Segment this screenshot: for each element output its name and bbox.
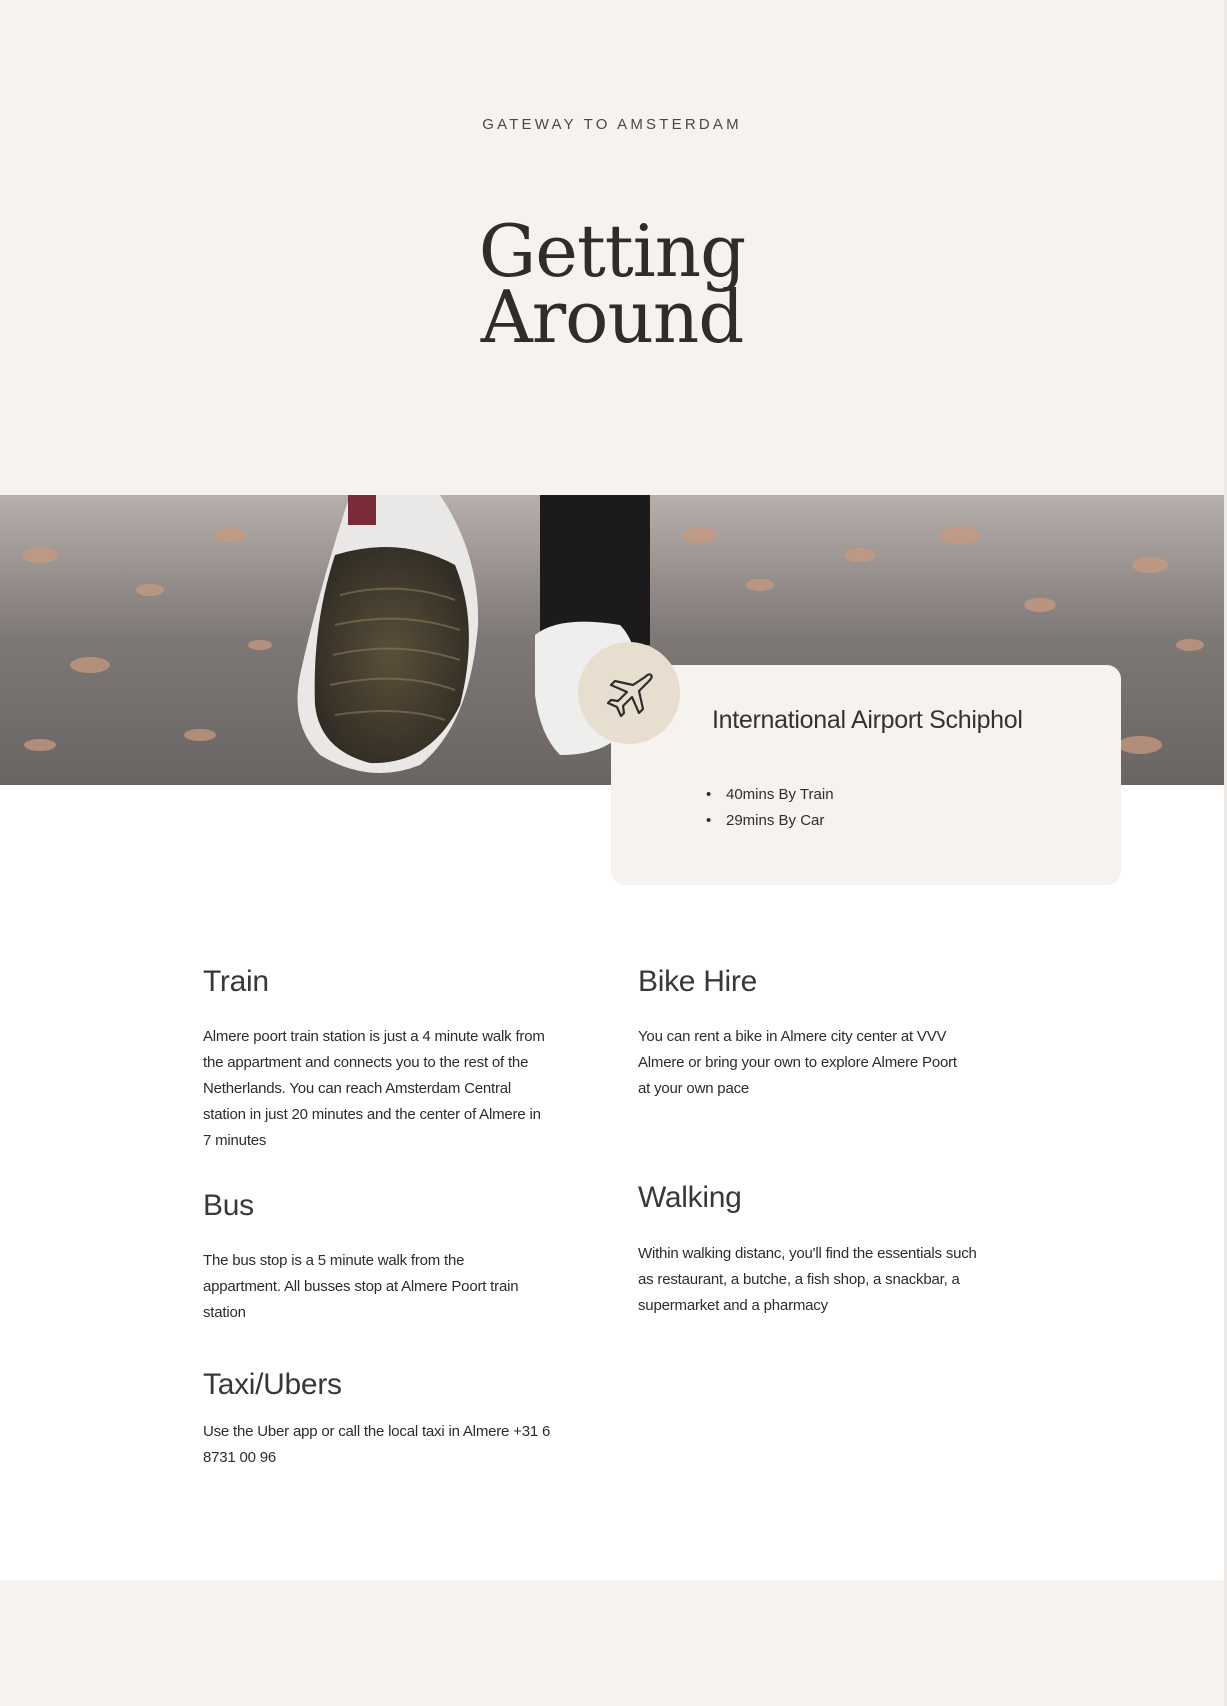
walking-text: Within walking distanc, you'll find the essentials such as restaurant, a butche, a fish shop, a snackbar, a supermarket and a pharmacy [638, 1245, 977, 1314]
footer-band [0, 1580, 1224, 1706]
train-text: Almere poort train station is just a 4 minute walk from the appartment and connects you to the rest of the Netherlands. You can reach Amsterdam Central station in just 20 minutes and the center of Almere in 7 minutes [203, 1028, 545, 1149]
taxi-heading: Taxi/Ubers [203, 1368, 342, 1401]
taxi-text: Use the Uber app or call the local taxi in Almere +31 6 8731 00 96 [203, 1423, 551, 1466]
airplane-badge [578, 642, 680, 744]
airport-title: International Airport Schiphol [712, 706, 1023, 734]
bike-hire-text: You can rent a bike in Almere city center at VVV Almere or bring your own to explore Almere Poort at your own pace [638, 1028, 957, 1097]
airport-card [611, 665, 1121, 885]
bike-hire-heading: Bike Hire [638, 965, 757, 998]
bus-text: The bus stop is a 5 minute walk from the appartment. All busses stop at Almere Poort train station [203, 1252, 519, 1321]
list-item: • 40mins By Train [706, 782, 834, 808]
list-item: • 29mins By Car [706, 808, 834, 834]
eyebrow-text: GATEWAY TO AMSTERDAM [482, 116, 742, 133]
page-title [0, 209, 1224, 359]
title-line-1: Getting [478, 209, 746, 293]
airport-travel-list [706, 782, 834, 834]
airplane-icon [599, 663, 659, 723]
title-line-2: Around [480, 275, 744, 359]
walking-heading: Walking [638, 1181, 742, 1214]
train-heading: Train [203, 965, 269, 998]
bus-heading: Bus [203, 1189, 254, 1222]
